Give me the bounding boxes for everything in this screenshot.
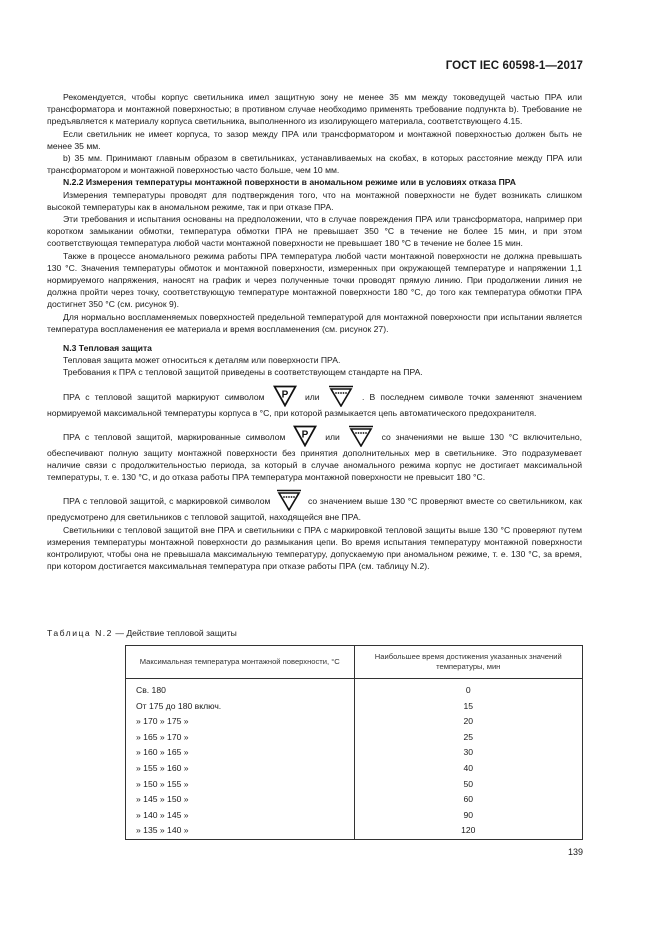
time-cell: 60 [354,792,583,808]
temperature-cell: » 170 » 175 » [126,714,355,730]
temperature-cell: » 160 » 165 » [126,745,355,761]
column-header-temperature: Максимальная температура монтажной поверхности, °C [126,646,355,679]
time-cell: 0 [354,679,583,699]
document-header: ГОСТ IEC 60598-1—2017 [445,60,583,72]
table-caption [47,628,237,638]
table-row [126,808,583,824]
paragraph: b) 35 мм. Принимают главным образом в светильниках, устанавливаемых на скобах, в которых расстояние между ПРА или трансформатором и монтажной поверхностью часто больше, чем 10 мм. [47,153,582,176]
paragraph: Также в процессе аномального режима работы ПРА температура любой части монтажной поверхности не должна превышать 130 °C. Значения температуры обмоток и монтажной поверхности, измеренных при окружающей температуре и напряжении 1,1 нормируемого напряжения, наносят на график и через полученные точки проводят прямую линию. При продолжении линия не должна пройти через точку, соответствующую температуре монтажной поверхности 180 °C, до того как температура обмотки ПРА достигнет 350 °C (см. рисунок 9). [47,250,582,310]
time-cell: 50 [354,777,583,793]
table-row [126,679,583,699]
paragraph: Светильники с тепловой защитой вне ПРА и светильники с ПРА с маркировкой тепловой защиты выше 130 °C проверяют путем измерения температуры монтажной поверхности до размыкания цепи. Во время испытания температуру монтажной поверхности контролируют, чтобы она не превышала максимальную температуру, допускаемую при аномальном режиме, т. е. 130 °C, за время, при котором достигается максимальная температура при отказе работы ПРА (см. таблицу N.2). [47,524,582,572]
page-number: 139 [567,847,583,857]
p-letter: P [281,389,289,401]
text-span: со значениями не выше 130 °C включительно, обеспечивают полную защиту монтажной поверхности без принятия дополнительных мер в светильнике. Это подразумевает наличие связи с продолжительностью периода, за который в случае аномального режима корпус не достигает максимальной температуры, т. е. 130 °C, и до отказа работы ПРА температура монтажной поверхности не превысит 180 °C. [47,431,583,483]
temperature-cell: » 165 » 170 » [126,730,355,746]
thermal-protection-table [125,645,583,840]
p-letter: P [301,429,309,441]
table-caption-prefix: Таблица N.2 [47,628,113,638]
table-row [126,823,583,839]
thermal-protection-p-icon [293,425,317,447]
document-body [47,91,582,573]
text-span: или [325,431,340,442]
section-heading-n22: N.2.2 Измерения температуры монтажной поверхности в аномальном режиме или в условиях отказа ПРА [63,177,516,188]
column-header-time: Наибольшее время достижения указанных значений температуры, мин [354,646,583,679]
time-cell: 30 [354,745,583,761]
thermal-protection-dots-icon [276,489,302,511]
table-row [126,792,583,808]
time-cell: 90 [354,808,583,824]
paragraph-symbol-marking [47,385,582,419]
time-cell: 25 [354,730,583,746]
temperature-cell: » 150 » 155 » [126,777,355,793]
paragraph-symbol-full-protection [47,425,582,484]
paragraph: Эти требования и испытания основаны на предположении, что в случае повреждения ПРА или трансформатора, например при коротком замыкании обмотки, температура обмотки ПРА не превышает 350 °C в течение не более 15 мин, и при этом соответствующая температура любой части монтажной поверхности не превышает 180 °C в течение не более 15 мин. [47,214,582,249]
table-caption-title: — Действие тепловой защиты [112,628,237,638]
table-row [126,761,583,777]
text-span: со значением выше 130 °C проверяют вместе со светильником, как предусмотрено для светильников с тепловой защитой, находящейся вне ПРА. [47,496,583,523]
text-span: . В последнем символе точки заменяют значением нормируемой максимальной температуры корпуса в °C, при которой размыкается цепь автоматического предохранителя. [47,391,583,418]
time-cell: 20 [354,714,583,730]
section-heading-n3: N.3 Тепловая защита [63,343,152,354]
table-row [126,714,583,730]
time-cell: 40 [354,761,583,777]
table-row [126,745,583,761]
text-span: ПРА с тепловой защитой маркируют символом [63,391,265,402]
temperature-cell: » 140 » 145 » [126,808,355,824]
time-cell: 120 [354,823,583,839]
paragraph: Требования к ПРА с тепловой защитой приведены в соответствующем стандарте на ПРА. [63,367,423,378]
paragraph: Для нормально воспламеняемых поверхностей предельной температурой для монтажной поверхности при испытании является температура воспламенения ее материала и время воспламенения (см. рисунок 27). [47,311,582,334]
paragraph: Тепловая защита может относиться к деталям или поверхности ПРА. [63,355,341,366]
paragraph: Если светильник не имеет корпуса, то зазор между ПРА или трансформатором и монтажной поверхностью должен быть не менее 35 мм. [47,128,582,151]
temperature-cell: Св. 180 [126,679,355,699]
temperature-cell: От 175 до 180 включ. [126,699,355,715]
paragraph-symbol-above-130 [47,489,582,523]
time-cell: 15 [354,699,583,715]
text-span: ПРА с тепловой защитой, маркированные символом [63,431,286,442]
temperature-cell: » 145 » 150 » [126,792,355,808]
table-row [126,777,583,793]
text-span: или [304,391,320,402]
temperature-cell: » 155 » 160 » [126,761,355,777]
temperature-cell: » 135 » 140 » [126,823,355,839]
table-row [126,699,583,715]
thermal-protection-dots-icon [328,385,354,407]
thermal-protection-dots-icon [348,425,374,447]
table-row [126,730,583,746]
paragraph: Измерения температуры проводят для подтверждения того, что на монтажной поверхности не будет возникать слишком высокой температуры как в аномальном режиме, так и при отказе ПРА. [47,189,582,212]
thermal-protection-p-icon [273,385,297,407]
text-span: ПРА с тепловой защитой, с маркировкой символом [63,496,271,507]
paragraph: Рекомендуется, чтобы корпус светильника имел защитную зону не менее 35 мм между токоведущей частью ПРА или трансформатора и монтажной поверхностью; в противном случае необходимо применять требование подпункта b). Требование не предъявляется к материалу корпуса светильника, выполненного из изолирующего материала, соответствующего 4.15. [47,92,582,127]
